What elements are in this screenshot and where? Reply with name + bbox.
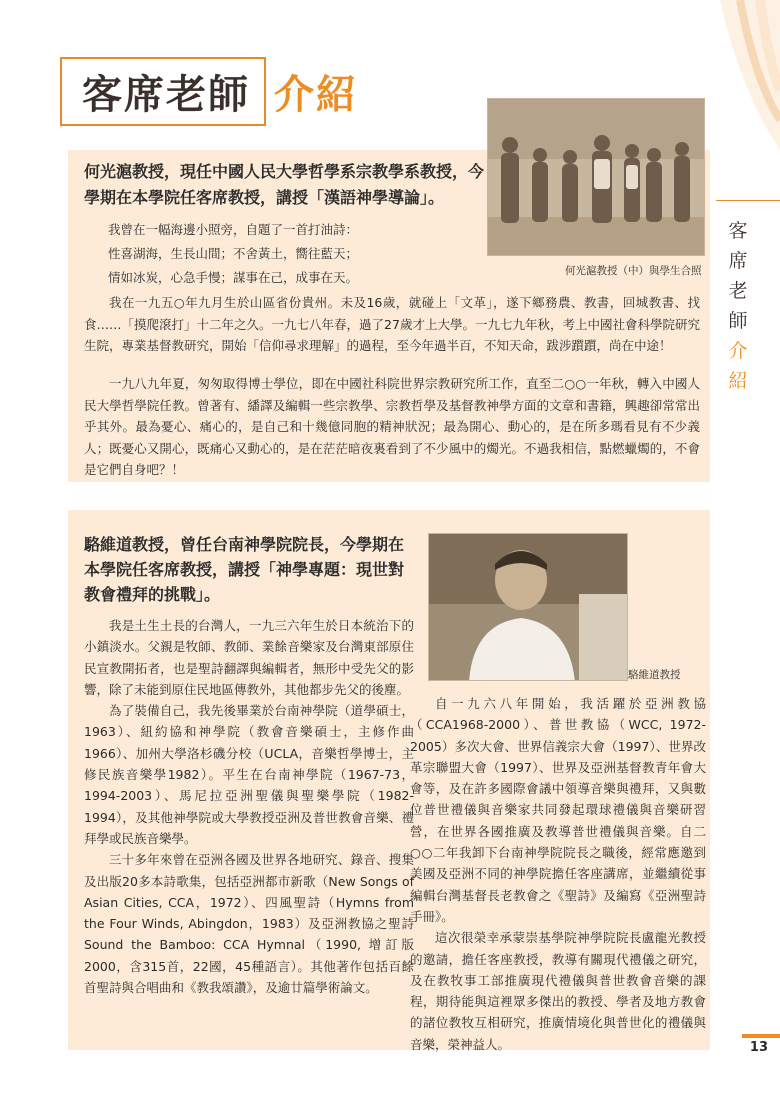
right-column [410, 693, 706, 1055]
section2-paragraph: 為了裝備自己，我先後畢業於台南神學院（道學碩士，1963）、紐約協和神學院（教會音樂碩士，主修作曲1966）、加州大學洛杉磯分校（UCLA，音樂哲學博士，主修民族音樂學1982）。平生在台南神學院（1967-73，1994-2003）、馬尼拉亞洲聖儀與聖樂學院（1982-1994），及其他神學院或大學教授亞洲及普世教會音樂、禮拜學或民族音樂學。 [84, 703, 414, 846]
section2-paragraph: 這次很榮幸承蒙崇基學院神學院院長盧龍光教授的邀請，擔任客座教授，教導有關現代禮儀之研究，及在教牧事工部推廣現代禮儀與普世教會音樂的課程，期待能與這裡眾多傑出的教授、學者及地方教會的諸位教牧互相研究，推廣情境化與普世化的禮儀與音樂，榮神益人。 [410, 930, 706, 1052]
page-number: 13 [749, 1040, 768, 1055]
section2-paragraph: 自一九六八年開始，我活躍於亞洲教協（CCA1968-2000）、普世教協（WCC, 1972-2005）多次大會、世界信義宗大會（1997）、世界改革宗聯盟大會（1997）、世界及亞洲基督教青年會大會等，及在許多國際會議中領導音樂與禮拜，又與數位普世禮儀與音樂家共同發起環球禮儀與音樂研習營，在世界各國推廣及教導普世禮儀與音樂。自二○○二年我卸下台南神學院院長之職後，經常應邀到美國及亞洲不同的神學院擔任客座講席，並繼續從事編輯台灣基督長老教會之《聖詩》及編寫《亞洲聖詩手冊》。 [410, 696, 706, 924]
side-char: 師 [728, 310, 748, 332]
poem-line: 性喜湖海，生長山間；不舍黃土，嚮往藍天； [108, 246, 359, 261]
section2-paragraph: 三十多年來曾在亞洲各國及世界各地研究、錄音、搜集及出版20多本詩歌集，包括亞洲都市新歌（New Songs of Asian Cities, CCA，1972）、四風聖詩（Hymns from the Four Winds, Abingdon，1983）及亞洲教協之聖詩Sound the Bamboo: CCA Hymnal（1990, 增訂版2000，含315首，22國，45種語言）。其他著作包括百餘首聖詩與合唱曲和《教我頌讚》，及逾廿篇學術論文。 [84, 852, 414, 996]
group-photo [487, 98, 705, 256]
left-column [84, 615, 414, 998]
side-rule [716, 200, 780, 201]
section1-paragraph: 一九八九年夏，匆匆取得博士學位，即在中國社科院世界宗教研究所工作，直至二○○一年秋，轉入中國人民大學哲學院任教。曾著有、繙譯及編輯一些宗教學、宗教哲學及基督教神學方面的文章和書籍，興趣卻常常出乎其外。最為憂心、痛心的，是自己和十幾億同胞的精神狀況；最為開心、動心的，是在所多瑪看見有不少義人；既憂心又開心，既痛心又動心的，是在茫茫暗夜裏看到了不少風中的燭光。不過我相信，點燃蠟燭的，不會是它們自身吧？！ [84, 376, 700, 477]
poem-line: 情如冰炭，心急手慢；謀事在己，成事在天。 [108, 270, 359, 285]
photo-caption: 何光滬教授（中）與學生合照 [565, 265, 702, 277]
side-char: 席 [728, 250, 748, 272]
section1-paragraph: 我在一九五○年九月生於山區省份貴州。未及16歲，就碰上「文革」，遂下鄉務農、教書，回城教書、找食……「摸爬滾打」十二年之久。一九七八年春，過了27歲才上大學。一九七九年秋，考上中國社會科學院研究生院，專業基督教研究，開始「信仰尋求理解」的過程，至今年過半百，不知天命，跋涉躓躓，尚在中途！ [84, 295, 700, 353]
title-main: 客席老師 [82, 70, 250, 118]
section2-lead: 駱維道教授，曾任台南神學院院長，今學期在本學院任客席教授，講授「神學專題：現世對教會禮拜的挑戰」。 [84, 535, 405, 604]
page-number-bar [742, 1034, 780, 1038]
section1-lead: 何光滬教授，現任中國人民大學哲學系宗教學系教授，今學期在本學院任客席教授，講授「漢語神學導論」。 [84, 162, 485, 207]
side-char-accent: 紹 [728, 370, 748, 392]
portrait-photo [428, 533, 628, 681]
section2-paragraph: 我是土生土長的台灣人，一九三六年生於日本統治下的小鎮淡水。父親是牧師、教師、業餘音樂家及台灣東部原住民宣教開拓者，也是聖詩翻譯與編輯者，無形中受先父的影響，除了未能到原住民地區傳教外，其他都步先父的後塵。 [84, 618, 414, 697]
poem [108, 218, 388, 290]
poem-line: 我曾在一幅海邊小照旁，自題了一首打油詩： [108, 222, 359, 237]
side-char-accent: 介 [728, 340, 748, 362]
side-label [726, 216, 750, 396]
side-char: 老 [728, 280, 748, 302]
photo-caption: 駱維道教授 [628, 669, 681, 681]
title-accent: 介紹 [274, 70, 358, 118]
title-frame [60, 57, 266, 126]
side-char: 客 [728, 220, 748, 242]
page-title [60, 60, 358, 122]
